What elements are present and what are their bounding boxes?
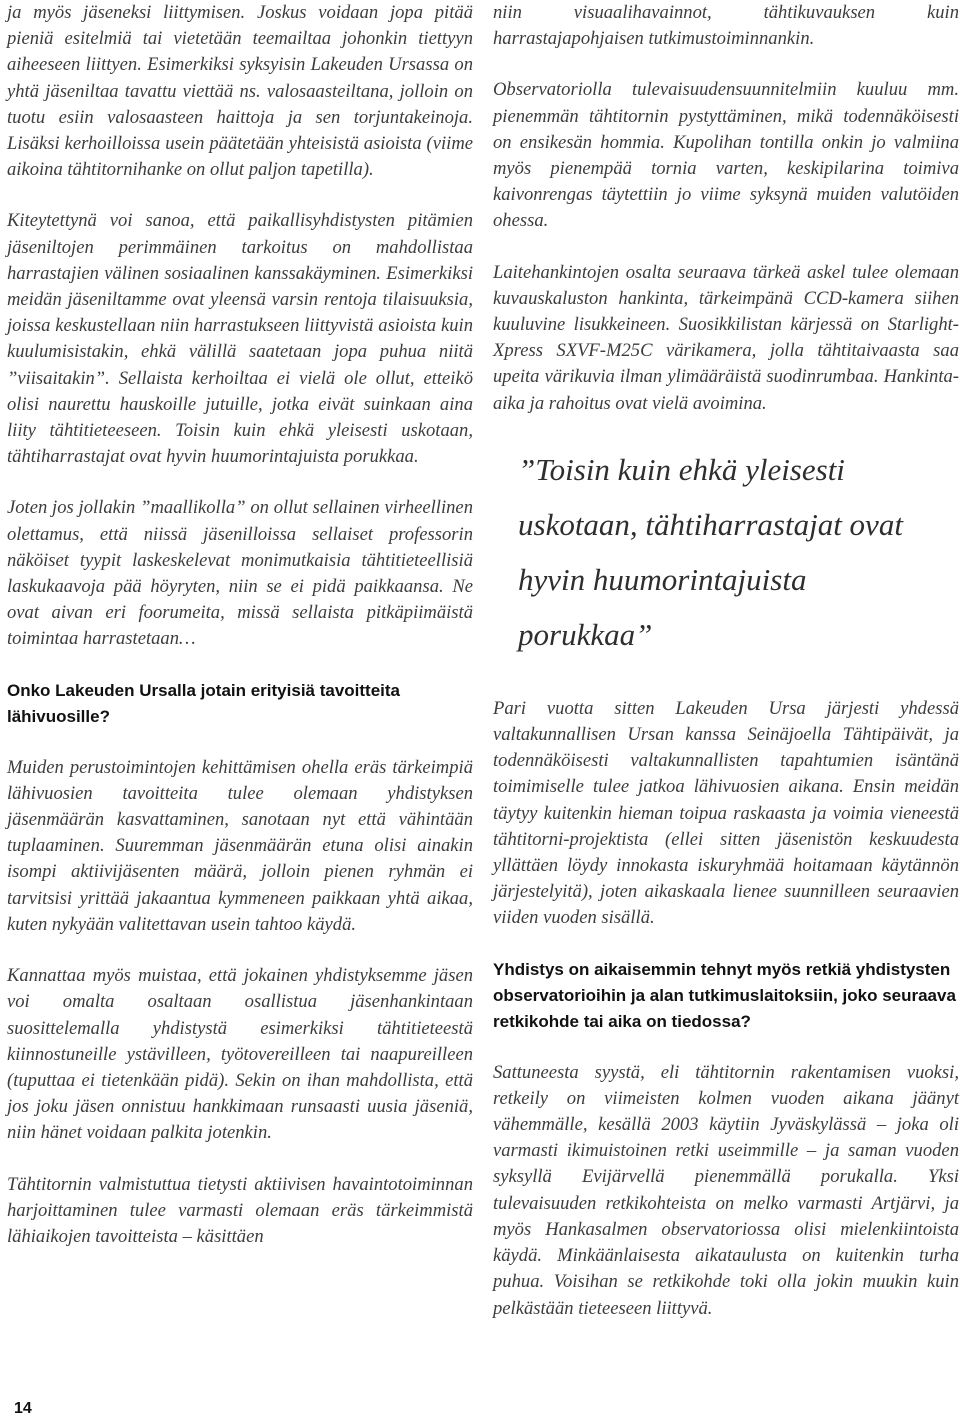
paragraph: Observatoriolla tulevaisuudensuunnitelmiin kuuluu mm. pienemmän tähtitornin pystyttäminen, mikä todennäköisesti on ensikesän hommia. Kupolihan tontilla onkin jo valmiina myös pienempää tornia varten, keskipilarina toimiva kaivonrengas täytettiin jo viime syksynä muiden valutöiden ohessa. [493, 79, 959, 232]
paragraph: Kiteytettynä voi sanoa, että paikallisyhdistysten pitämien jäseniltojen perimmäinen tarkoitus on mahdollistaa harrastajien välinen sosiaalinen kanssakäyminen. Esimerkiksi meidän jäseniltamme ovat yleensä varsin rentoja tilaisuuksia, joissa keskustellaan niin harrastukseen liittyvistä asioista kuin kuulumisistakin, ehkä välillä saatetaan jopa puhua niitä ”viisaitakin”. Sellaista kerhoiltaa ei vielä ole ollut, etteikö olisi naurettu hauskoille jutuille, jotka eivät suinkaan aina liity tähtitieteeseen. Toisin kuin ehkä yleisesti uskotaan, tähtiharrastajat ovat hyvin huumorintajuista porukkaa. [7, 210, 473, 468]
paragraph: Kannattaa myös muistaa, että jokainen yhdistyksemme jäsen voi omalta osaltaan osallistua jäsenhankintaan suosittelemalla yhdistystä esimerkiksi tähtitieteestä kiinnostuneille ystävilleen, työtovereilleen tai naapureilleen (tuputtaa ei tietenkään pidä). Sekin on ihan mahdollista, että jos joku jäsen onnistuu hankkimaan runsaasti uusia jäseniä, niin hänet voidaan palkita jotenkin. [7, 965, 473, 1144]
paragraph: ja myös jäseneksi liittymisen. Joskus voidaan jopa pitää pieniä esitelmiä tai vietetään teemailtaa johonkin tiettyyn aiheeseen liittyen. Esimerkiksi syksyisin Lakeuden Ursassa on yhtä jäseniltaa tavattu viettää ns. valosaasteiltana, jolloin on tuotu esiin valosaasteen haittoja ja sen torjuntakeinoja. Lisäksi kerhoilloissa usein päätetään yhteisistä asioista (viime aikoina tähtitornihanke on ollut paljon tapetilla). [7, 2, 473, 181]
pull-quote: ”Toisin kuin ehkä yleisesti uskotaan, tähtiharrastajat ovat hyvin huumorintajuista porukkaa” [518, 451, 903, 652]
paragraph: Joten jos jollakin ”maallikolla” on ollut sellainen virheellinen olettamus, että niissä jäsenilloissa sellaiset professorin näköiset tyypit laskeskelevat monimutkaisia tähtitieteellisiä laskukaavoja pää höyryten, niin se ei pidä paikkaansa. Ne ovat aivan eri foorumeita, missä sellaista pitkäpiimäistä toimintaa harrastetaan… [7, 497, 473, 650]
paragraph: Tähtitornin valmistuttua tietysti aktiivisen havaintotoiminnan harjoittaminen tulee varmasti olemaan eräs tärkeimmistä lähiaikojen tavoitteista – käsittäen [7, 1173, 473, 1247]
paragraph: niin visuaalihavainnot, tähtikuvauksen kuin harrastajapohjaisen tutkimustoiminnankin. [493, 2, 959, 50]
page-number: 14 [14, 1400, 32, 1417]
interview-question: Yhdistys on aikaisemmin tehnyt myös retkiä yhdistysten observatorioihin ja alan tutkimuslaitoksiin, joko seuraava retkikohde tai aika on tiedossa? [493, 959, 956, 1031]
right-column [493, 0, 959, 1322]
left-column [7, 0, 473, 1250]
paragraph: Sattuneesta syystä, eli tähtitornin rakentamisen vuoksi, retkeily on viimeisten kolmen vuoden aikana jäänyt vähemmälle, kesällä 2003 käytiin Jyväskylässä – joka oli varmasti ikimuistoinen retki useimmille – ja saman vuoden syksyllä Evijärvellä pienemmällä porukalla. Yksi tulevaisuuden retkikohteista on melko varmasti Artjärvi, ja myös Hankasalmen observatoriossa olisi mielenkiintoista käydä. Minkäänlaisesta aikataulusta on kuitenkin turha puhua. Voisihan se retkikohde toki olla jokin muukin kuin pelkästään tieteeseen liittyvä. [493, 1061, 959, 1319]
interview-question: Onko Lakeuden Ursalla jotain erityisiä tavoitteita lähivuosille? [7, 680, 401, 726]
paragraph: Pari vuotta sitten Lakeuden Ursa järjesti yhdessä valtakunnallisen Ursan kanssa Seinäjoella Tähtipäivät, ja todennäköisesti valtakunnallisten tapahtumien isäntänä toimimiselle tulee jatkoa lähivuosien aikana. Ensin meidän täytyy kuitenkin hieman toipua raskaasta ja voimia vieneestä tähtitorni-projektista (ellei sitten jäsenistön keskuudesta yllättäen löydy innokasta iskuryhmää hoitamaan käytännön järjestelyitä), joten aikaskaala lienee suunnilleen seuraavien viiden vuoden sisällä. [493, 697, 959, 929]
paragraph: Muiden perustoimintojen kehittämisen ohella eräs tärkeimpiä lähivuosien tavoitteita tulee olemaan yhdistyksen jäsenmäärän kasvattaminen, sanotaan nyt että vähintään tuplaaminen. Suuremman jäsenmäärän etuna olisi ainakin isompi aktiivijäsenten määrä, jolloin pienen ryhmän ei tarvitsisi yrittää jakaantua kymmeneen paikkaan yhtä aikaa, kuten nykyään valitettavan usein tahtoo käydä. [7, 756, 473, 935]
paragraph: Laitehankintojen osalta seuraava tärkeä askel tulee olemaan kuvauskaluston hankinta, tärkeimpänä CCD-kamera siihen kuuluvine lisukkeineen. Suosikkilistan kärjessä on Starlight-Xpress SXVF-M25C värikamera, jolla tähtitaivaasta saa upeita värikuvia ilman ylimääräistä suodinrumbaa. Hankinta-aika ja rahoitus ovat vielä avoimina. [493, 261, 959, 414]
